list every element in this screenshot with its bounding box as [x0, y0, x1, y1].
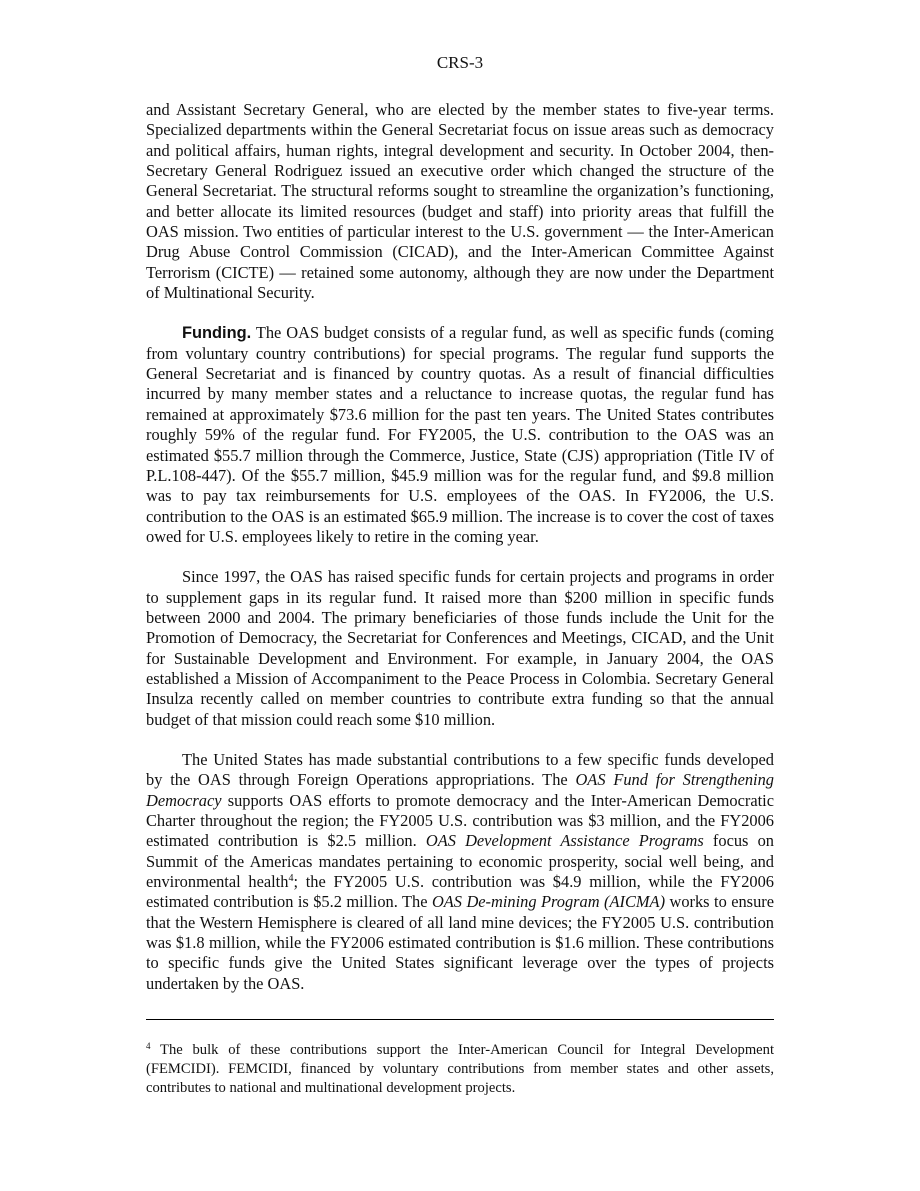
contrib-text-1: The United States has made substantial contributions to a few specific funds developed by the OAS through Foreign Operations appropriations. The	[146, 749, 774, 790]
fund-strengthening-democracy: OAS Fund for Strengthening Democracy	[146, 770, 774, 810]
funding-text: The OAS budget consists of a regular fund, as well as specific funds (coming from voluntary country contributions) for special programs. The regular fund supports the General Secretariat and is financed by country quotas. As a result of financial difficulties incurred by many member states and a reluctance to increase quotas, the regular fund has remained at approximately $73.6 million for the past ten years. The United States contributes roughly 59% of the regular fund. For FY2005, the U.S. contribution to the OAS was an estimated $55.7 million through the Commerce, Justice, State (CJS) appropriation (Title IV of P.L.108-447). Of the $55.7 million, $45.9 million was for the regular fund, and $9.8 million was to pay tax reimbursements for U.S. employees of the OAS. In FY2006, the U.S. contribution to the OAS is an estimated $65.9 million. The increase is to cover the cost of taxes owed for U.S. employees likely to retire in the coming year.	[146, 323, 774, 546]
contrib-text-4: ; the FY2005 U.S. contribution was $4.9 million, while the FY2006 estimated contribution is $5.2 million. The	[146, 872, 774, 912]
footnote-divider	[146, 1019, 774, 1020]
contrib-text-5: works to ensure that the Western Hemisphere is cleared of all land mine devices; the FY2005 U.S. contribution was $1.8 million, while the FY2006 estimated contribution is $1.6 million. These contributions to specific funds give the United States significant leverage over the types of projects undertaken by the OAS.	[146, 892, 774, 993]
paragraph-general-secretariat: and Assistant Secretary General, who are elected by the member states to five-year terms. Specialized departments within the General Secretariat focus on issue areas such as democracy and political affairs, human rights, integral development and security. In October 2004, then-Secretary General Rodriguez issued an executive order which changed the structure of the General Secretariat. The structural reforms sought to streamline the organization’s functioning, and better allocate its limited resources (budget and staff) into priority areas that fulfill the OAS mission. Two entities of particular interest to the U.S. government — the Inter-American Drug Abuse Control Commission (CICAD), and the Inter-American Committee Against Terrorism (CICTE) — retained some autonomy, although they are now under the Department of Multinational Security.	[146, 100, 774, 303]
footnote	[146, 1041, 774, 1097]
paragraph-specific-funds: Since 1997, the OAS has raised specific funds for certain projects and programs in order to supplement gaps in its regular fund. It raised more than $200 million in specific funds between 2000 and 2004. The primary beneficiaries of those funds include the Unit for the Promotion of Democracy, the Secretariat for Conferences and Meetings, CICAD, and the Unit for Sustainable Development and Environment. For example, in January 2004, the OAS established a Mission of Accompaniment to the Peace Process in Colombia. Secretary General Insulza recently called on member countries to contribute extra funding so that the annual budget of that mission could reach some $10 million.	[146, 567, 774, 729]
paragraph-funding	[146, 323, 774, 547]
page-header: CRS-3	[436, 53, 484, 72]
footnote-number: 4	[146, 1041, 151, 1052]
contrib-text-3: focus on Summit of the Americas mandates pertaining to economic prosperity, social well being, and environmental health	[146, 831, 774, 892]
contrib-text-2: supports OAS efforts to promote democracy and the Inter-American Democratic Charter throughout the region; the FY2005 U.S. contribution was $3 million, and the FY2006 estimated contribution is $2.5 million.	[146, 790, 774, 851]
document-page	[146, 52, 774, 1097]
demining-program: OAS De-mining Program (AICMA)	[431, 892, 666, 912]
footnote-reference[interactable]: 4	[288, 873, 294, 885]
paragraph-us-contributions	[146, 750, 774, 994]
development-assistance-programs: OAS Development Assistance Programs	[425, 831, 704, 851]
funding-run-in-heading: Funding.	[182, 324, 252, 343]
footnote-text: The bulk of these contributions support the Inter-American Council for Integral Development (FEMCIDI). FEMCIDI, financed by voluntary contributions from member states and other assets, contributes to national and multinational development projects.	[146, 1042, 774, 1096]
